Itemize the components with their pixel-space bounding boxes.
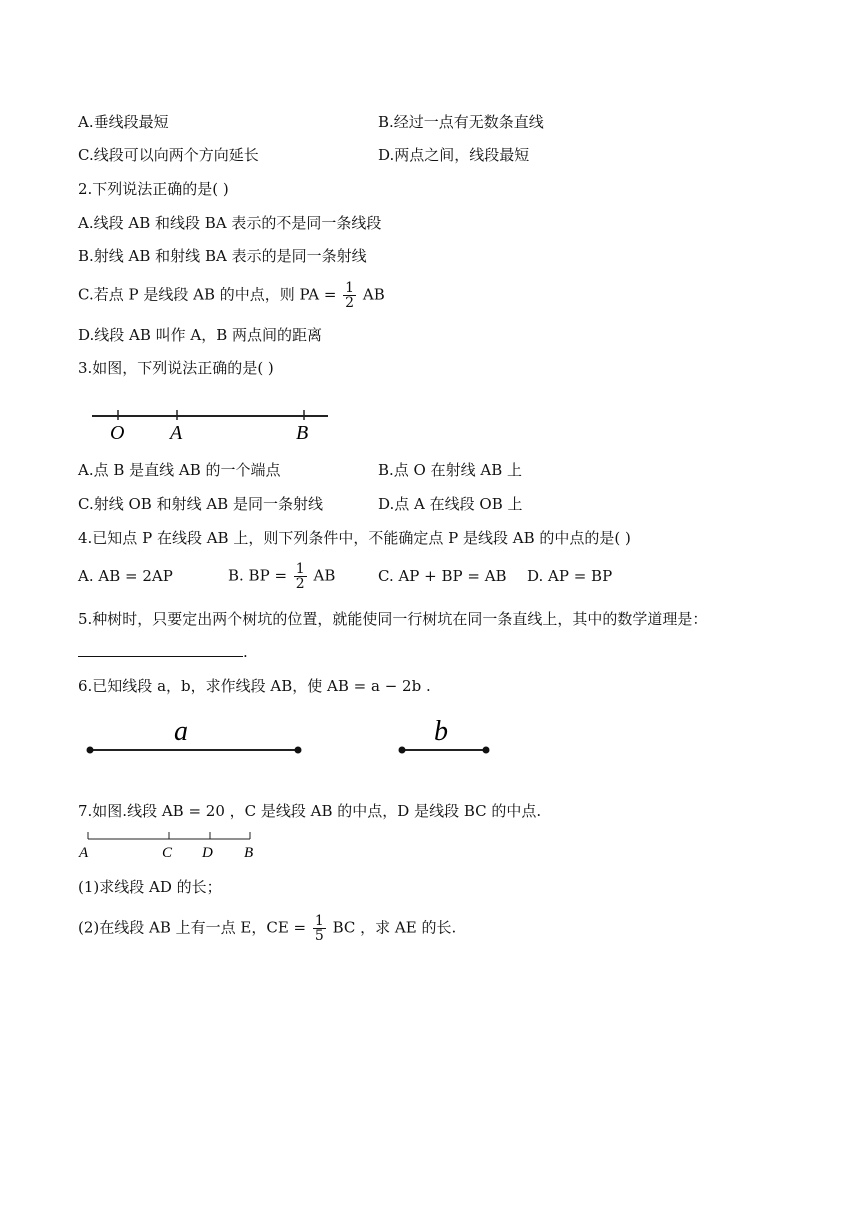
q1-option-a: A.垂线段最短: [78, 113, 169, 131]
label-a: a: [174, 716, 188, 747]
q5-answer-blank[interactable]: [78, 642, 248, 662]
q3-stem: 3.如图，下列说法正确的是( ): [78, 359, 274, 377]
segment-a-endpoint-right: [295, 747, 302, 754]
q3-option-d: D.点 A 在线段 OB 上: [378, 495, 523, 513]
q7-part1: (1)求线段 AD 的长；: [78, 878, 222, 896]
q4-option-a: A. AB = 2AP: [78, 567, 173, 585]
q1-option-d: D.两点之间，线段最短: [378, 146, 530, 164]
q7-part2-text: (2)在线段 AB 上有一点 E，CE =: [78, 918, 307, 937]
q3-option-a: A.点 B 是直线 AB 的一个端点: [78, 461, 281, 479]
q7-part2: [78, 914, 456, 943]
q1-option-c: C.线段可以向两个方向延长: [78, 146, 259, 164]
q7-segment-figure: [78, 828, 278, 862]
q4-option-d: D. AP = BP: [527, 567, 613, 585]
q7-part2-fraction: [313, 914, 326, 943]
q7-part2-tail: BC ，求 AE 的长.: [332, 918, 457, 937]
q4-option-b-text: B. BP =: [228, 566, 288, 585]
label-c: C: [162, 845, 173, 861]
q4-option-c: C. AP + BP = AB: [378, 567, 507, 585]
q2-option-c-text: C.若点 P 是线段 AB 的中点，则 PA =: [78, 285, 337, 304]
label-b: B: [244, 845, 254, 861]
fraction-denominator: 2: [295, 576, 305, 592]
q3-option-b: B.点 O 在射线 AB 上: [378, 461, 523, 479]
fraction-numerator: 1: [345, 280, 355, 296]
q2-option-c-tail: AB: [362, 285, 385, 304]
q3-option-c: C.射线 OB 和射线 AB 是同一条射线: [78, 495, 323, 513]
q6-stem: 6.已知线段 a，b，求作线段 AB，使 AB = a − 2b .: [78, 677, 431, 695]
q5-stem: 5.种树时，只要定出两个树坑的位置，就能使同一行树坑在同一条直线上，其中的数学道理是：: [78, 610, 708, 628]
label-a: A: [79, 845, 89, 861]
fraction-numerator: 1: [295, 561, 305, 577]
label-b: b: [434, 716, 448, 747]
fraction-numerator: 1: [314, 913, 324, 929]
label-o: O: [110, 422, 125, 444]
q2-option-a: A.线段 AB 和线段 BA 表示的不是同一条线段: [78, 214, 382, 232]
segment-b-endpoint-right: [483, 747, 490, 754]
q2-option-c-fraction: [343, 281, 356, 310]
q4-option-b-tail: AB: [313, 566, 336, 585]
q2-option-d: D.线段 AB 叫作 A，B 两点间的距离: [78, 326, 323, 344]
segment-b-endpoint-left: [399, 747, 406, 754]
q4-stem: 4.已知点 P 在线段 AB 上，则下列条件中，不能确定点 P 是线段 AB 的中点的是( ): [78, 529, 631, 547]
fraction-denominator: 5: [314, 928, 324, 944]
q2-option-b: B.射线 AB 和射线 BA 表示的是同一条射线: [78, 247, 367, 265]
label-d: D: [202, 845, 213, 861]
answer-underline[interactable]: [78, 642, 243, 657]
q7-stem: 7.如图.线段 AB = 20 ，C 是线段 AB 的中点，D 是线段 BC 的中点.: [78, 802, 542, 820]
q1-option-b: B.经过一点有无数条直线: [378, 113, 544, 131]
label-a: A: [170, 422, 183, 444]
q4-option-b-fraction: [294, 562, 307, 591]
label-b: B: [296, 422, 309, 444]
q4-option-b: [228, 562, 335, 591]
q6-segments-figure: [80, 712, 510, 762]
q2-stem: 2.下列说法正确的是( ): [78, 180, 229, 198]
q5-period: .: [243, 643, 248, 661]
q3-ray-figure: [88, 405, 338, 445]
segment-a-endpoint-left: [87, 747, 94, 754]
q2-option-c: [78, 281, 385, 310]
fraction-denominator: 2: [345, 295, 355, 311]
